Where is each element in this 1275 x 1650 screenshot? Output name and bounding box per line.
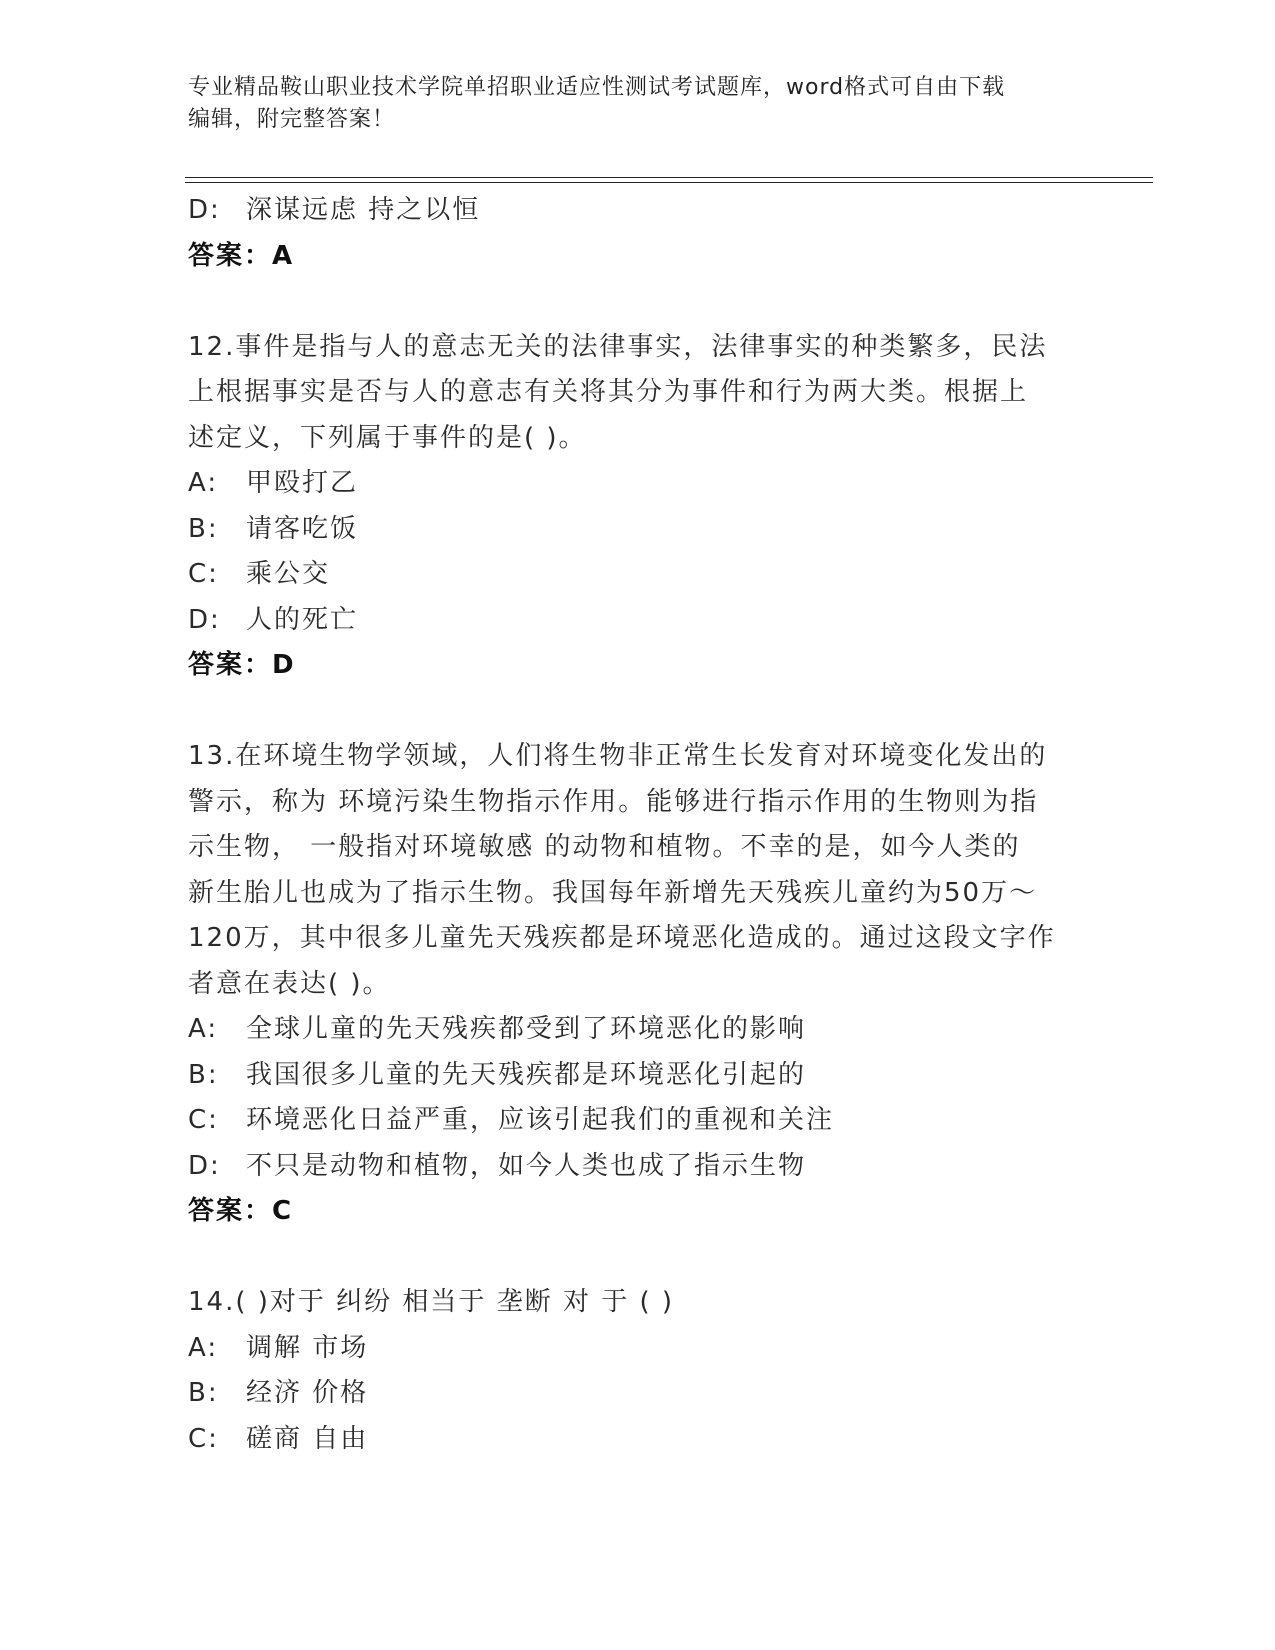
option-key: B: [188, 1378, 219, 1408]
option-text: 不只是动物和植物，如今人类也成了指示生物 [246, 1150, 807, 1181]
option-d [188, 1144, 1088, 1190]
option-text: 经济 价格 [246, 1378, 369, 1408]
option-b [188, 507, 1088, 553]
option-c [188, 1098, 1088, 1144]
option-text: 甲殴打乙 [246, 468, 359, 498]
spacer [188, 279, 1088, 325]
question-14 [188, 1280, 1088, 1462]
option-text: 调解 市场 [246, 1332, 369, 1363]
option-key: C: [188, 559, 219, 589]
option-key: D: [188, 1150, 221, 1181]
answer-line: 答案：C [188, 1196, 294, 1226]
question-stem-line: 述定义，下列属于事件的是( )。 [188, 422, 587, 453]
option-a [188, 1326, 1088, 1372]
question-stem-line: 120万，其中很多儿童先天残疾都是环境恶化造成的。通过这段文字作 [188, 923, 1056, 953]
option-key: A: [188, 468, 219, 498]
option-d [188, 188, 1088, 234]
spacer [188, 1235, 1088, 1281]
option-text: 我国很多儿童的先天残疾都是环境恶化引起的 [246, 1059, 807, 1090]
header-line-1: 专业精品鞍山职业技术学院单招职业适应性测试考试题库，word格式可自由下载 [188, 75, 1006, 100]
header-line-2: 编辑，附完整答案！ [188, 107, 396, 132]
question-stem-line: 13.在环境生物学领域，人们将生物非正常生长发育对环境变化发出的 [188, 741, 1048, 771]
option-d [188, 598, 1088, 644]
question-11 [188, 188, 1088, 279]
option-b [188, 1053, 1088, 1099]
question-stem-line: 新生胎儿也成为了指示生物。我国每年新增先天残疾儿童约为50万～ [188, 877, 1038, 908]
question-content [188, 188, 1088, 1462]
option-text: 人的死亡 [246, 604, 359, 635]
option-key: C: [188, 1105, 219, 1135]
answer-line: 答案：A [188, 240, 295, 271]
question-stem-line: 警示，称为 环境污染生物指示作用。能够进行指示作用的生物则为指 [188, 786, 1039, 817]
page-header [188, 72, 1068, 136]
option-text: 乘公交 [246, 559, 331, 589]
question-12 [188, 325, 1088, 689]
option-text: 请客吃饭 [246, 513, 359, 544]
question-stem-line: 上根据事实是否与人的意志有关将其分为事件和行为两大类。根据上 [188, 377, 1029, 407]
option-text: 深谋远虑 持之以恒 [246, 195, 481, 225]
option-c [188, 552, 1088, 598]
option-a [188, 461, 1088, 507]
option-text: 全球儿童的先天残疾都受到了环境恶化的影响 [246, 1014, 807, 1044]
question-stem-line: 者意在表达( )。 [188, 968, 391, 999]
option-key: A: [188, 1014, 219, 1044]
option-text: 环境恶化日益严重，应该引起我们的重视和关注 [246, 1105, 835, 1135]
option-key: B: [188, 1059, 219, 1090]
option-key: D: [188, 604, 221, 635]
option-c [188, 1417, 1088, 1463]
option-text: 磋商 自由 [246, 1423, 369, 1454]
question-stem-line: 14.( )对于 纠纷 相当于 垄断 对 于 ( ) [188, 1287, 675, 1317]
question-stem-line: 示生物， 一般指对环境敏感 的动物和植物。不幸的是，如今人类的 [188, 832, 1021, 862]
question-13 [188, 734, 1088, 1235]
question-stem-line: 12.事件是指与人的意志无关的法律事实，法律事实的种类繁多，民法 [188, 331, 1048, 362]
header-divider-top [185, 177, 1153, 178]
option-a [188, 1007, 1088, 1053]
spacer [188, 689, 1088, 735]
option-key: B: [188, 513, 219, 544]
option-key: C: [188, 1423, 219, 1454]
option-key: A: [188, 1332, 219, 1363]
option-b [188, 1371, 1088, 1417]
answer-line: 答案：D [188, 650, 296, 680]
header-divider-bottom [185, 182, 1153, 183]
option-key: D: [188, 195, 221, 225]
